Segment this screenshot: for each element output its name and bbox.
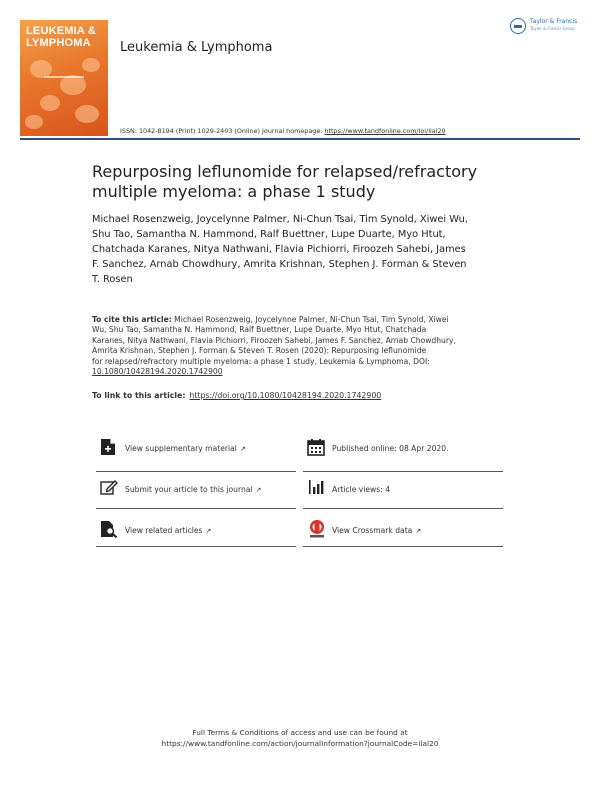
citation-line: Wu, Shu Tao, Samantha N. Hammond, Ralf Buettner, Lupe Duarte, Myo Htut, Chatchada	[92, 325, 427, 335]
publisher-logo-name: Taylor & Francis	[530, 18, 578, 25]
article-link-label: To link to this article:	[92, 391, 186, 400]
row-divider	[96, 471, 296, 472]
article-title	[92, 162, 572, 202]
article-doi-link[interactable]: https://doi.org/10.1080/10428194.2020.1742900	[189, 391, 382, 400]
row-divider	[303, 508, 503, 509]
view-related-articles-label: View related articles	[125, 526, 203, 535]
header-divider	[20, 138, 580, 140]
terms-line: Full Terms & Conditions of access and use can be found at	[192, 728, 408, 737]
journal-homepage-link[interactable]: https://www.tandfonline.com/loi/ilal20	[324, 127, 446, 135]
bar-chart-icon	[308, 479, 326, 495]
terms-footer	[0, 727, 600, 749]
cover-title-line1: LEUKEMIA &	[26, 25, 97, 37]
publisher-logo-subtitle: Taylor & Francis Group	[530, 26, 575, 31]
author-list	[92, 212, 512, 287]
external-link-icon: ↗	[255, 486, 262, 494]
view-supplementary-link[interactable]	[125, 444, 246, 453]
submit-article-label: Submit your article to this journal	[125, 485, 253, 494]
author-line: F. Sanchez, Arnab Chowdhury, Amrita Krishnan, Stephen J. Forman & Steven	[92, 259, 467, 270]
row-divider	[96, 508, 296, 509]
published-online-date: Published online: 08 Apr 2020.	[332, 444, 449, 453]
external-link-icon: ↗	[205, 527, 212, 535]
calendar-icon	[307, 438, 325, 456]
citation-line: for relapsed/refractory multiple myeloma: a phase 1 study, Leukemia & Lymphoma, DOI:	[92, 356, 430, 366]
row-divider	[96, 546, 296, 547]
terms-url-link[interactable]: https://www.tandfonline.com/action/journalInformation?journalCode=ilal20	[161, 739, 439, 748]
citation-line: Karanes, Nitya Nathwani, Flavia Pichiorri, Firoozeh Sahebi, James F. Sanchez, Arnab Chowdhury,	[92, 335, 456, 345]
author-line: Chatchada Karanes, Nitya Nathwani, Flavia Pichiorri, Firoozeh Sahebi, James	[92, 244, 466, 255]
external-link-icon: ↗	[239, 445, 246, 453]
cover-title-line2: LYMPHOMA	[26, 37, 91, 49]
article-title-line: Repurposing leflunomide for relapsed/refractory	[92, 162, 478, 181]
publisher-logo[interactable]	[510, 18, 582, 38]
view-crossmark-link[interactable]	[332, 526, 421, 535]
row-divider	[303, 546, 503, 547]
add-document-icon	[100, 438, 116, 456]
citation-block	[92, 315, 512, 377]
crossmark-icon	[308, 519, 326, 539]
article-title-line: multiple myeloma: a phase 1 study	[92, 182, 376, 201]
citation-label: To cite this article:	[92, 315, 172, 324]
author-line: Michael Rosenzweig, Joycelynne Palmer, Ni-Chun Tsai, Tim Synold, Xiwei Wu,	[92, 214, 468, 225]
issn-text: ISSN: 1042-8194 (Print) 1029-2403 (Online) Journal homepage:	[120, 127, 325, 135]
edit-icon	[100, 479, 118, 495]
submit-article-link[interactable]	[125, 485, 261, 494]
row-divider	[303, 471, 503, 472]
article-views-count: Article views: 4	[332, 485, 391, 494]
journal-name[interactable]: Leukemia & Lymphoma	[120, 40, 273, 55]
citation-doi-link[interactable]: 10.1080/10428194.2020.1742900	[92, 367, 223, 377]
view-related-articles-link[interactable]	[125, 526, 211, 535]
citation-line: Michael Rosenzweig, Joycelynne Palmer, Ni-Chun Tsai, Tim Synold, Xiwei	[171, 315, 449, 324]
issn-line	[120, 127, 446, 135]
journal-cover-image	[20, 20, 108, 136]
article-link-line	[92, 391, 381, 400]
citation-line: Amrita Krishnan, Stephen J. Forman & Steven T. Rosen (2020): Repurposing leflunomide	[92, 346, 427, 356]
related-articles-search-icon	[100, 520, 118, 538]
view-supplementary-label: View supplementary material	[125, 444, 237, 453]
author-line: Shu Tao, Samantha N. Hammond, Ralf Buettner, Lupe Duarte, Myo Htut,	[92, 229, 446, 240]
publisher-logo-icon	[510, 18, 526, 34]
view-crossmark-label: View Crossmark data	[332, 526, 413, 535]
author-line: T. Rosen	[92, 274, 133, 285]
external-link-icon: ↗	[415, 527, 422, 535]
